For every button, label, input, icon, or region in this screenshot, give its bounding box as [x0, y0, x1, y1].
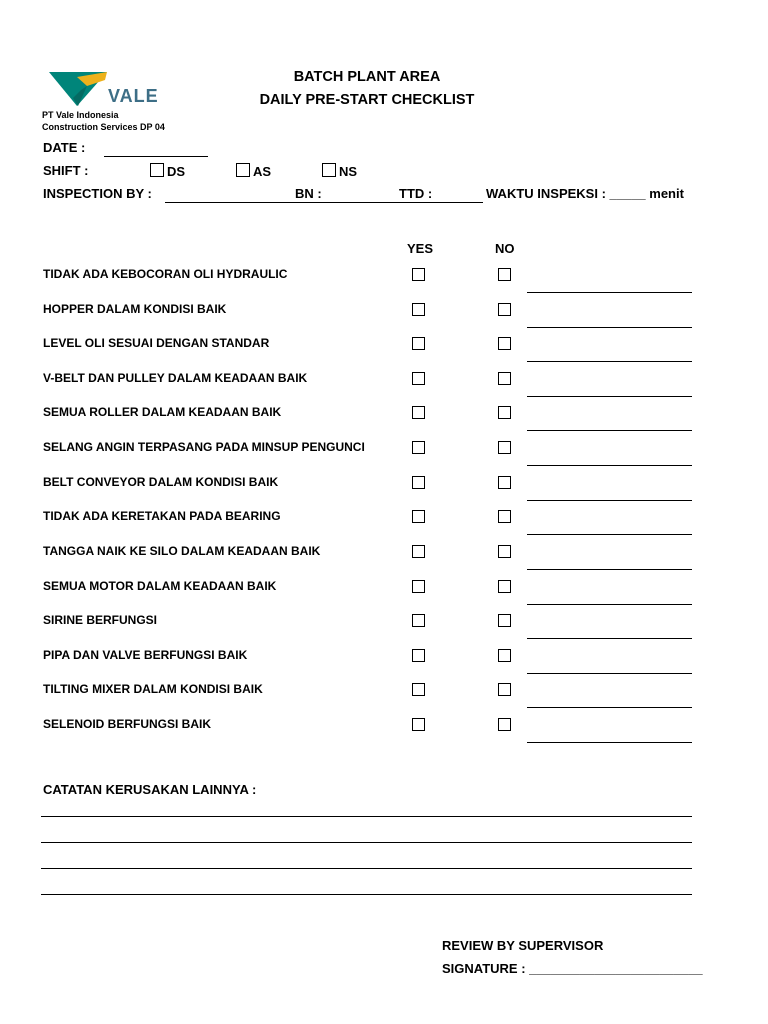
no-column-header: NO	[495, 241, 515, 256]
checklist-item-label: BELT CONVEYOR DALAM KONDISI BAIK	[43, 475, 279, 489]
checklist-item-label: HOPPER DALAM KONDISI BAIK	[43, 302, 227, 316]
checklist-remark-line[interactable]	[527, 292, 692, 293]
checklist-item-label: TIDAK ADA KEBOCORAN OLI HYDRAULIC	[43, 267, 288, 281]
checklist-remark-line[interactable]	[527, 673, 692, 674]
checklist-item-label: TIDAK ADA KERETAKAN PADA BEARING	[43, 509, 281, 523]
checklist-no-checkbox[interactable]	[498, 441, 511, 454]
checklist-no-checkbox[interactable]	[498, 683, 511, 696]
checklist-no-checkbox[interactable]	[498, 614, 511, 627]
checklist-yes-checkbox[interactable]	[412, 337, 425, 350]
checklist-remark-line[interactable]	[527, 742, 692, 743]
company-division: Construction Services DP 04	[42, 122, 165, 132]
checklist-yes-checkbox[interactable]	[412, 303, 425, 316]
shift-ds-label: DS	[167, 164, 186, 179]
shift-ns-checkbox[interactable]	[322, 163, 336, 177]
checklist-remark-line[interactable]	[527, 638, 692, 639]
bn-label: BN :	[295, 186, 322, 201]
vale-logo	[47, 68, 167, 110]
notes-line[interactable]	[41, 842, 692, 843]
checklist-no-checkbox[interactable]	[498, 268, 511, 281]
notes-line[interactable]	[41, 894, 692, 895]
checklist-yes-checkbox[interactable]	[412, 649, 425, 662]
checklist-no-checkbox[interactable]	[498, 476, 511, 489]
waktu-inspeksi-label: WAKTU INSPEKSI : _____ menit	[486, 186, 684, 201]
checklist-item-label: SELENOID BERFUNGSI BAIK	[43, 717, 212, 731]
checklist-item-label: LEVEL OLI SESUAI DENGAN STANDAR	[43, 336, 270, 350]
yes-column-header: YES	[407, 241, 434, 256]
inspection-by-label: INSPECTION BY :	[43, 186, 152, 201]
vale-logo-text: VALE	[108, 86, 159, 106]
date-field-line[interactable]	[104, 156, 208, 157]
shift-ns-label: NS	[339, 164, 358, 179]
checklist-no-checkbox[interactable]	[498, 372, 511, 385]
vale-logo-mark-icon	[47, 68, 109, 108]
checklist-remark-line[interactable]	[527, 430, 692, 431]
checklist-yes-checkbox[interactable]	[412, 476, 425, 489]
checklist-item-label: PIPA DAN VALVE BERFUNGSI BAIK	[43, 648, 248, 662]
checklist-item-label: TANGGA NAIK KE SILO DALAM KEADAAN BAIK	[43, 544, 321, 558]
checklist-yes-checkbox[interactable]	[412, 614, 425, 627]
checklist-item-label: TILTING MIXER DALAM KONDISI BAIK	[43, 682, 263, 696]
checklist-item-label: V-BELT DAN PULLEY DALAM KEADAAN BAIK	[43, 371, 308, 385]
checklist-yes-checkbox[interactable]	[412, 406, 425, 419]
checklist-item-label: SIRINE BERFUNGSI	[43, 613, 158, 627]
notes-line[interactable]	[41, 816, 692, 817]
checklist-no-checkbox[interactable]	[498, 649, 511, 662]
checklist-no-checkbox[interactable]	[498, 580, 511, 593]
checklist-remark-line[interactable]	[527, 534, 692, 535]
checklist-remark-line[interactable]	[527, 396, 692, 397]
shift-label: SHIFT :	[43, 163, 89, 178]
checklist-remark-line[interactable]	[527, 604, 692, 605]
checklist-remark-line[interactable]	[527, 465, 692, 466]
review-by-supervisor-label: REVIEW BY SUPERVISOR	[442, 938, 604, 953]
checklist-remark-line[interactable]	[527, 500, 692, 501]
checklist-yes-checkbox[interactable]	[412, 510, 425, 523]
page-subtitle: DAILY PRE-START CHECKLIST	[259, 92, 475, 108]
checklist-no-checkbox[interactable]	[498, 718, 511, 731]
checklist-no-checkbox[interactable]	[498, 545, 511, 558]
page-title: BATCH PLANT AREA	[293, 69, 441, 85]
shift-as-checkbox[interactable]	[236, 163, 250, 177]
checklist-remark-line[interactable]	[527, 569, 692, 570]
checklist-item-label: SELANG ANGIN TERPASANG PADA MINSUP PENGUNCI	[43, 440, 365, 454]
checklist-no-checkbox[interactable]	[498, 510, 511, 523]
checklist-remark-line[interactable]	[527, 361, 692, 362]
checklist-no-checkbox[interactable]	[498, 303, 511, 316]
checklist-yes-checkbox[interactable]	[412, 372, 425, 385]
date-label: DATE :	[43, 140, 86, 155]
checklist-yes-checkbox[interactable]	[412, 718, 425, 731]
inspection-by-field-line[interactable]	[165, 202, 483, 203]
checklist-yes-checkbox[interactable]	[412, 268, 425, 281]
checklist-remark-line[interactable]	[527, 327, 692, 328]
notes-line[interactable]	[41, 868, 692, 869]
shift-ds-checkbox[interactable]	[150, 163, 164, 177]
shift-as-label: AS	[253, 164, 272, 179]
checklist-yes-checkbox[interactable]	[412, 441, 425, 454]
checklist-item-label: SEMUA ROLLER DALAM KEADAAN BAIK	[43, 405, 282, 419]
checklist-yes-checkbox[interactable]	[412, 580, 425, 593]
checklist-yes-checkbox[interactable]	[412, 545, 425, 558]
checklist-item-label: SEMUA MOTOR DALAM KEADAAN BAIK	[43, 579, 277, 593]
checklist-yes-checkbox[interactable]	[412, 683, 425, 696]
ttd-label: TTD :	[399, 186, 433, 201]
checklist-remark-line[interactable]	[527, 707, 692, 708]
notes-label: CATATAN KERUSAKAN LAINNYA :	[43, 782, 257, 797]
signature-field[interactable]: SIGNATURE : ________________________	[442, 961, 703, 976]
checklist-no-checkbox[interactable]	[498, 406, 511, 419]
checklist-no-checkbox[interactable]	[498, 337, 511, 350]
company-name: PT Vale Indonesia	[42, 110, 119, 120]
